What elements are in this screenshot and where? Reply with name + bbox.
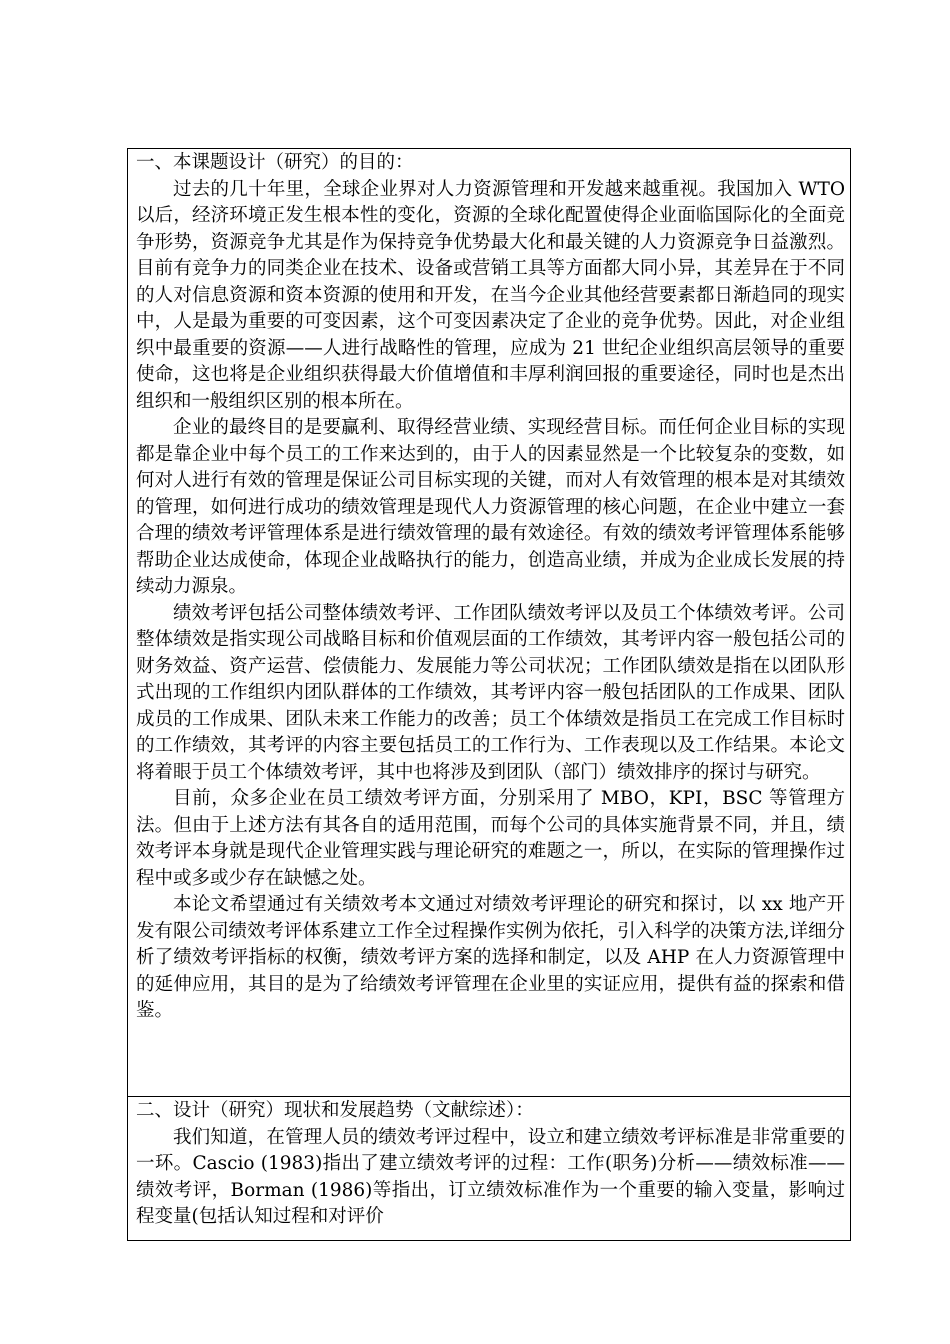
- section-heading: 二、设计（研究）现状和发展趋势（文献综述）：: [136, 1100, 534, 1121]
- paragraph: 我们知道，在管理人员的绩效考评过程中，设立和建立绩效考评标准是非常重要的一环。Cascio (1983)指出了建立绩效考评的过程：工作(职务)分析——绩效标准——绩效考评，Borman (1986)等指出，订立绩效标准作为一个重要的输入变量，影响过程变量(包括认知过程和对评价: [136, 1126, 845, 1227]
- paragraph: 本论文希望通过有关绩效考本文通过对绩效考评理论的研究和探讨，以 xx 地产开发有限公司绩效考评体系建立工作全过程操作实例为依托，引入科学的决策方法,详细分析了绩效考评指标的权衡，绩效考评方案的选择和制定，以及 AHP 在人力资源管理中的延伸应用，其目的是为了给绩效考评管理在企业里的实证应用，提供有益的探索和借鉴。: [136, 894, 845, 1021]
- section-literature-review: [128, 1097, 850, 1240]
- paragraph: 绩效考评包括公司整体绩效考评、工作团队绩效考评以及员工个体绩效考评。公司整体绩效是指实现公司战略目标和价值观层面的工作绩效，其考评内容一般包括公司的财务效益、资产运营、偿债能力、发展能力等公司状况；工作团队绩效是指在以团队形式出现的工作组织内团队群体的工作绩效，其考评内容一般包括团队的工作成果、团队成员的工作成果、团队未来工作能力的改善；员工个体绩效是指员工在完成工作目标时的工作绩效，其考评的内容主要包括员工的工作行为、工作表现以及工作结果。本论文将着眼于员工个体绩效考评，其中也将涉及到团队（部门）绩效排序的探讨与研究。: [136, 602, 845, 783]
- section-purpose: [128, 149, 850, 1097]
- section-heading: 一、本课题设计（研究）的目的：: [136, 152, 414, 173]
- paragraph: 过去的几十年里，全球企业界对人力资源管理和开发越来越重视。我国加入 WTO 以后，经济环境正发生根本性的变化，资源的全球化配置使得企业面临国际化的全面竞争形势，资源竞争尤其是作为保持竞争优势最大化和最关键的人力资源竞争日益激烈。目前有竞争力的同类企业在技术、设备或营销工具等方面都大同小异，其差异在于不同的人对信息资源和资本资源的使用和开发，在当今企业其他经营要素都日渐趋同的现实中，人是最为重要的可变因素，这个可变因素决定了企业的竞争优势。因此，对企业组织中最重要的资源——人进行战略性的管理，应成为 21 世纪企业组织高层领导的重要使命，这也将是企业组织获得最大价值增值和丰厚利润回报的重要途径，同时也是杰出组织和一般组织区别的根本所在。: [136, 178, 845, 412]
- form-table: [127, 148, 851, 1241]
- paragraph: 目前，众多企业在员工绩效考评方面，分别采用了 MBO，KPI，BSC 等管理方法。但由于上述方法有其各自的适用范围，而每个公司的具体实施背景不同，并且，绩效考评本身就是现代企业管理实践与理论研究的难题之一，所以，在实际的管理操作过程中或多或少存在缺憾之处。: [136, 788, 845, 889]
- paragraph: 企业的最终目的是要赢利、取得经营业绩、实现经营目标。而任何企业目标的实现都是靠企业中每个员工的工作来达到的，由于人的因素显然是一个比较复杂的变数，如何对人进行有效的管理是保证公司目标实现的关键，而对人有效管理的根本是对其绩效的管理，如何进行成功的绩效管理是现代人力资源管理的核心问题，在企业中建立一套合理的绩效考评管理体系是进行绩效管理的最有效途径。有效的绩效考评管理体系能够帮助企业达成使命，体现企业战略执行的能力，创造高业绩，并成为企业成长发展的持续动力源泉。: [136, 417, 845, 597]
